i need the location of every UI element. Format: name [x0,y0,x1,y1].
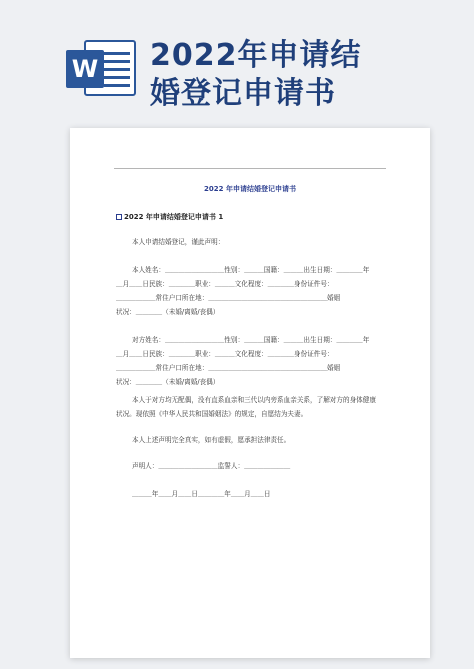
truth-statement: 本人上述声明完全真实，如有虚假，愿承担法律责任。 [132,436,291,444]
self-line-4: 状况：＿＿＿＿（未婚/离婚/丧偶） [116,308,220,316]
section-heading [116,212,223,222]
document-title: 2022 年申请结婚登记申请书 [204,185,296,193]
signature-line: 声明人：＿＿＿＿＿＿＿＿＿监誓人：＿＿＿＿＿＿＿ [132,462,291,470]
partner-line-2: ＿月＿＿日民族：＿＿＿＿职业：＿＿＿文化程度：＿＿＿＿身份证件号： [116,350,334,358]
section-heading-text: 2022 年申请结婚登记申请书 1 [124,213,224,221]
header-rule [114,168,386,169]
partner-line-4: 状况：＿＿＿＿（未婚/离婚/丧偶） [116,378,220,386]
page-title-line-1: 2022年申请结 [150,38,362,73]
intro-text: 本人申请结婚登记，谨此声明： [132,238,225,246]
declaration-line-2: 状况。现依照《中华人民共和国婚姻法》的规定，自愿结为夫妻。 [116,410,308,418]
date-line: ＿＿＿年＿＿月＿＿日＿＿＿＿年＿＿月＿＿日 [132,490,271,498]
header-banner [0,0,474,120]
self-line-1: 本人姓名：＿＿＿＿＿＿＿＿＿性别：＿＿＿国籍：＿＿＿出生日期：＿＿＿＿年 [132,266,370,274]
document-preview[interactable] [70,128,430,658]
partner-line-3: ＿＿＿＿＿＿常住户口所在地：＿＿＿＿＿＿＿＿＿＿＿＿＿＿＿＿＿＿婚姻 [116,364,341,372]
word-icon [66,36,138,100]
self-line-2: ＿月＿＿日民族：＿＿＿＿职业：＿＿＿文化程度：＿＿＿＿身份证件号： [116,280,334,288]
partner-line-1: 对方姓名：＿＿＿＿＿＿＿＿＿性别：＿＿＿国籍：＿＿＿出生日期：＿＿＿＿年 [132,336,370,344]
word-icon-letter: W [66,50,104,88]
page-title-line-2: 婚登记申请书 [150,76,336,111]
checkbox-icon [116,214,122,220]
declaration-line-1: 本人于对方均无配偶，没有直系血亲和三代以内旁系血亲关系，了解对方的身体健康 [132,396,376,404]
self-line-3: ＿＿＿＿＿＿常住户口所在地：＿＿＿＿＿＿＿＿＿＿＿＿＿＿＿＿＿＿婚姻 [116,294,341,302]
